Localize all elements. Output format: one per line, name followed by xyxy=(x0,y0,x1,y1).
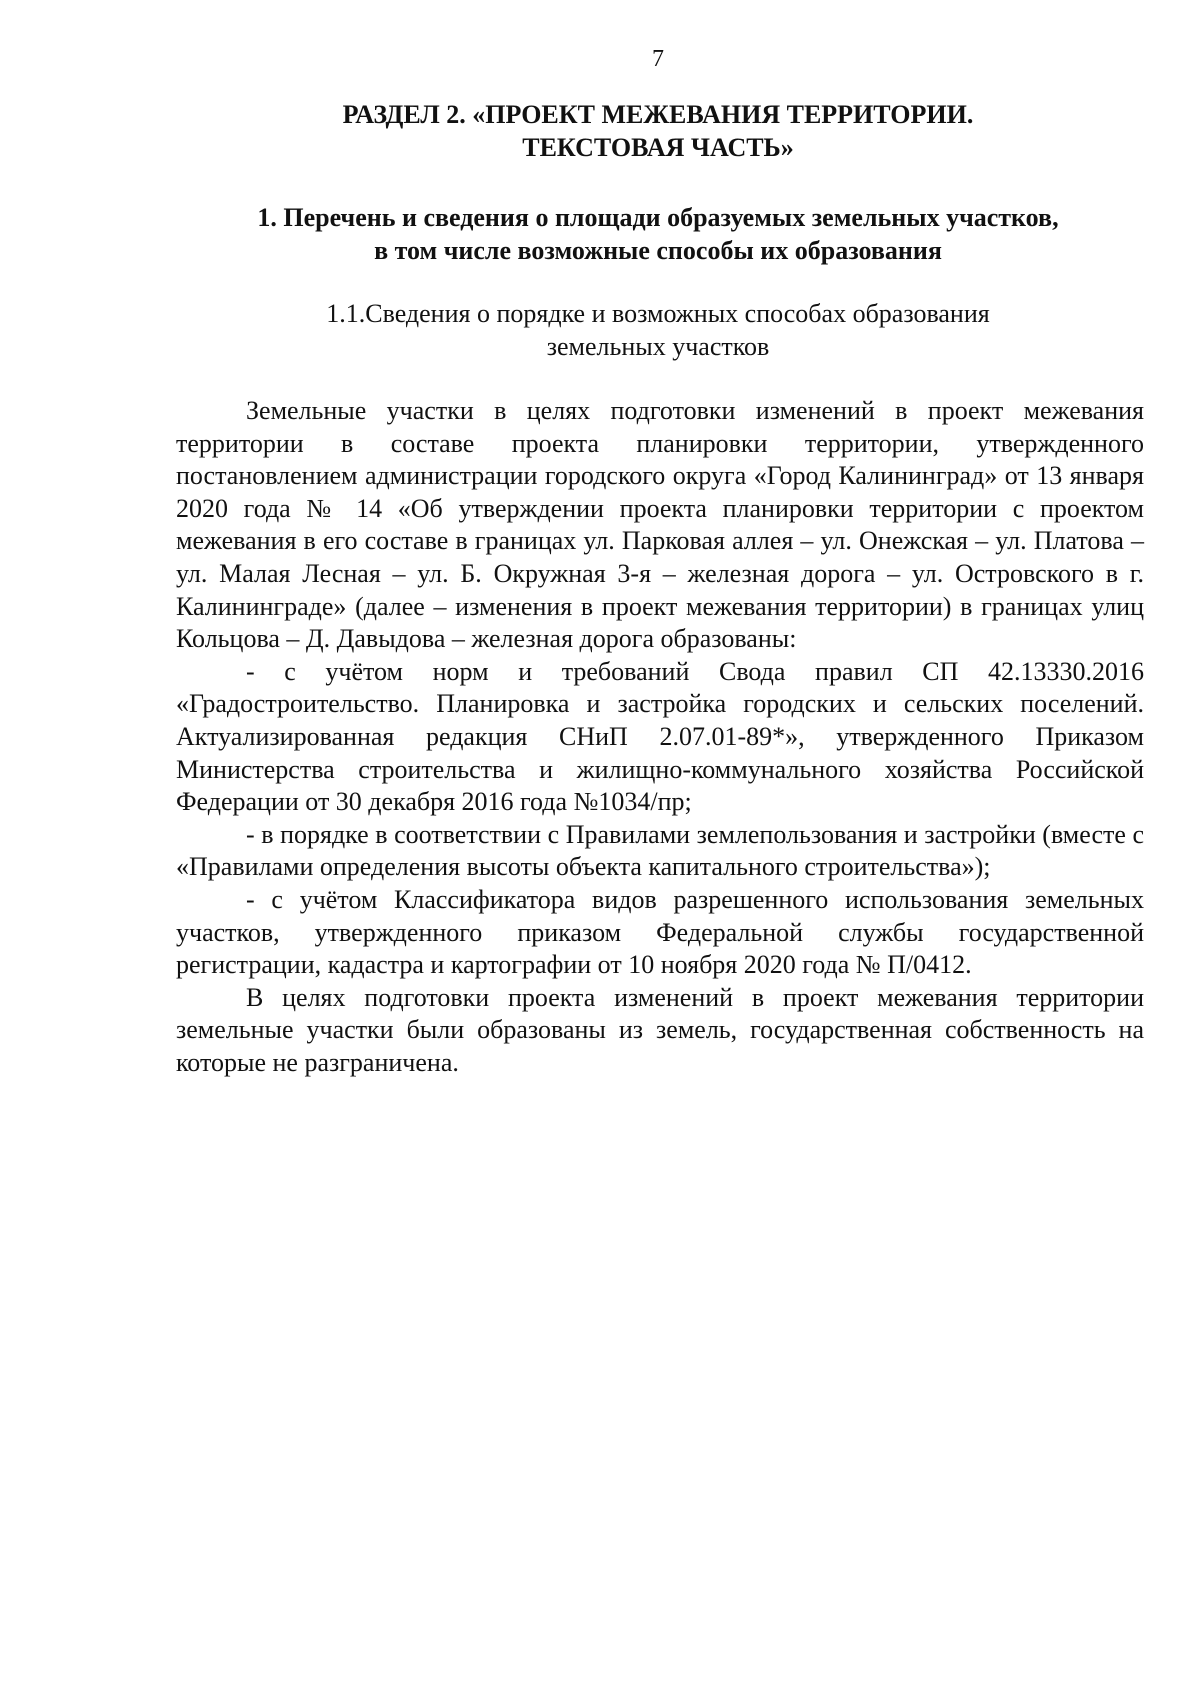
section-title-line-1: РАЗДЕЛ 2. «ПРОЕКТ МЕЖЕВАНИЯ ТЕРРИТОРИИ. xyxy=(342,100,974,129)
paragraph-list-item-3: - с учётом Классификатора видов разрешенного использования земельных участков, утвержденного приказом Федеральной службы государственной регистрации, кадастра и картографии от 10 ноября 2020 года № П/0412. xyxy=(176,884,1144,980)
heading-2-line-1: 1.1.Сведения о порядке и возможных способах образования xyxy=(326,299,990,328)
paragraph-conclusion: В целях подготовки проекта изменений в проект межевания территории земельные участки были образованы из земель, государственная собственность на которые не разграничена. xyxy=(176,982,1144,1077)
page-number: 7 xyxy=(652,46,664,72)
heading-2-line-2: земельных участков xyxy=(546,332,770,361)
section-title-line-2: ТЕКСТОВАЯ ЧАСТЬ» xyxy=(522,133,794,162)
heading-2 xyxy=(176,297,1140,363)
paragraph-list-item-2: - в порядке в соответствии с Правилами землепользования и застройки (вместе с «Правилами определения высоты объекта капитального строительства»); xyxy=(176,819,1144,882)
heading-1-line-2: в том числе возможные способы их образования xyxy=(374,236,942,265)
body-text xyxy=(176,395,1144,1079)
heading-1 xyxy=(176,201,1140,267)
section-title xyxy=(176,98,1140,164)
heading-1-line-1: 1. Перечень и сведения о площади образуемых земельных участков, xyxy=(257,203,1059,232)
paragraph-intro: Земельные участки в целях подготовки изменений в проект межевания территории в составе проекта планировки территории, утвержденного постановлением администрации городского округа «Город Калининград» от 13 января 2020 года № 14 «Об утверждении проекта планировки территории с проектом межевания в его составе в границах ул. Парковая аллея – ул. Онежская – ул. Платова – ул. Малая Лесная – ул. Б. Окружная 3-я – железная дорога – ул. Островского в г. Калининграде» (далее – изменения в проект межевания территории) в границах улиц Кольцова – Д. Давыдова – железная дорога образованы: xyxy=(176,396,1144,654)
paragraph-list-item-1: - с учётом норм и требований Свода правил СП 42.13330.2016 «Градостроительство. Планировка и застройка городских и сельских поселений. Актуализированная редакция СНиП 2.07.01-89*», утвержденного Приказом Министерства строительства и жилищно-коммунального хозяйства Российской Федерации от 30 декабря 2016 года №1034/пр; xyxy=(176,656,1144,817)
